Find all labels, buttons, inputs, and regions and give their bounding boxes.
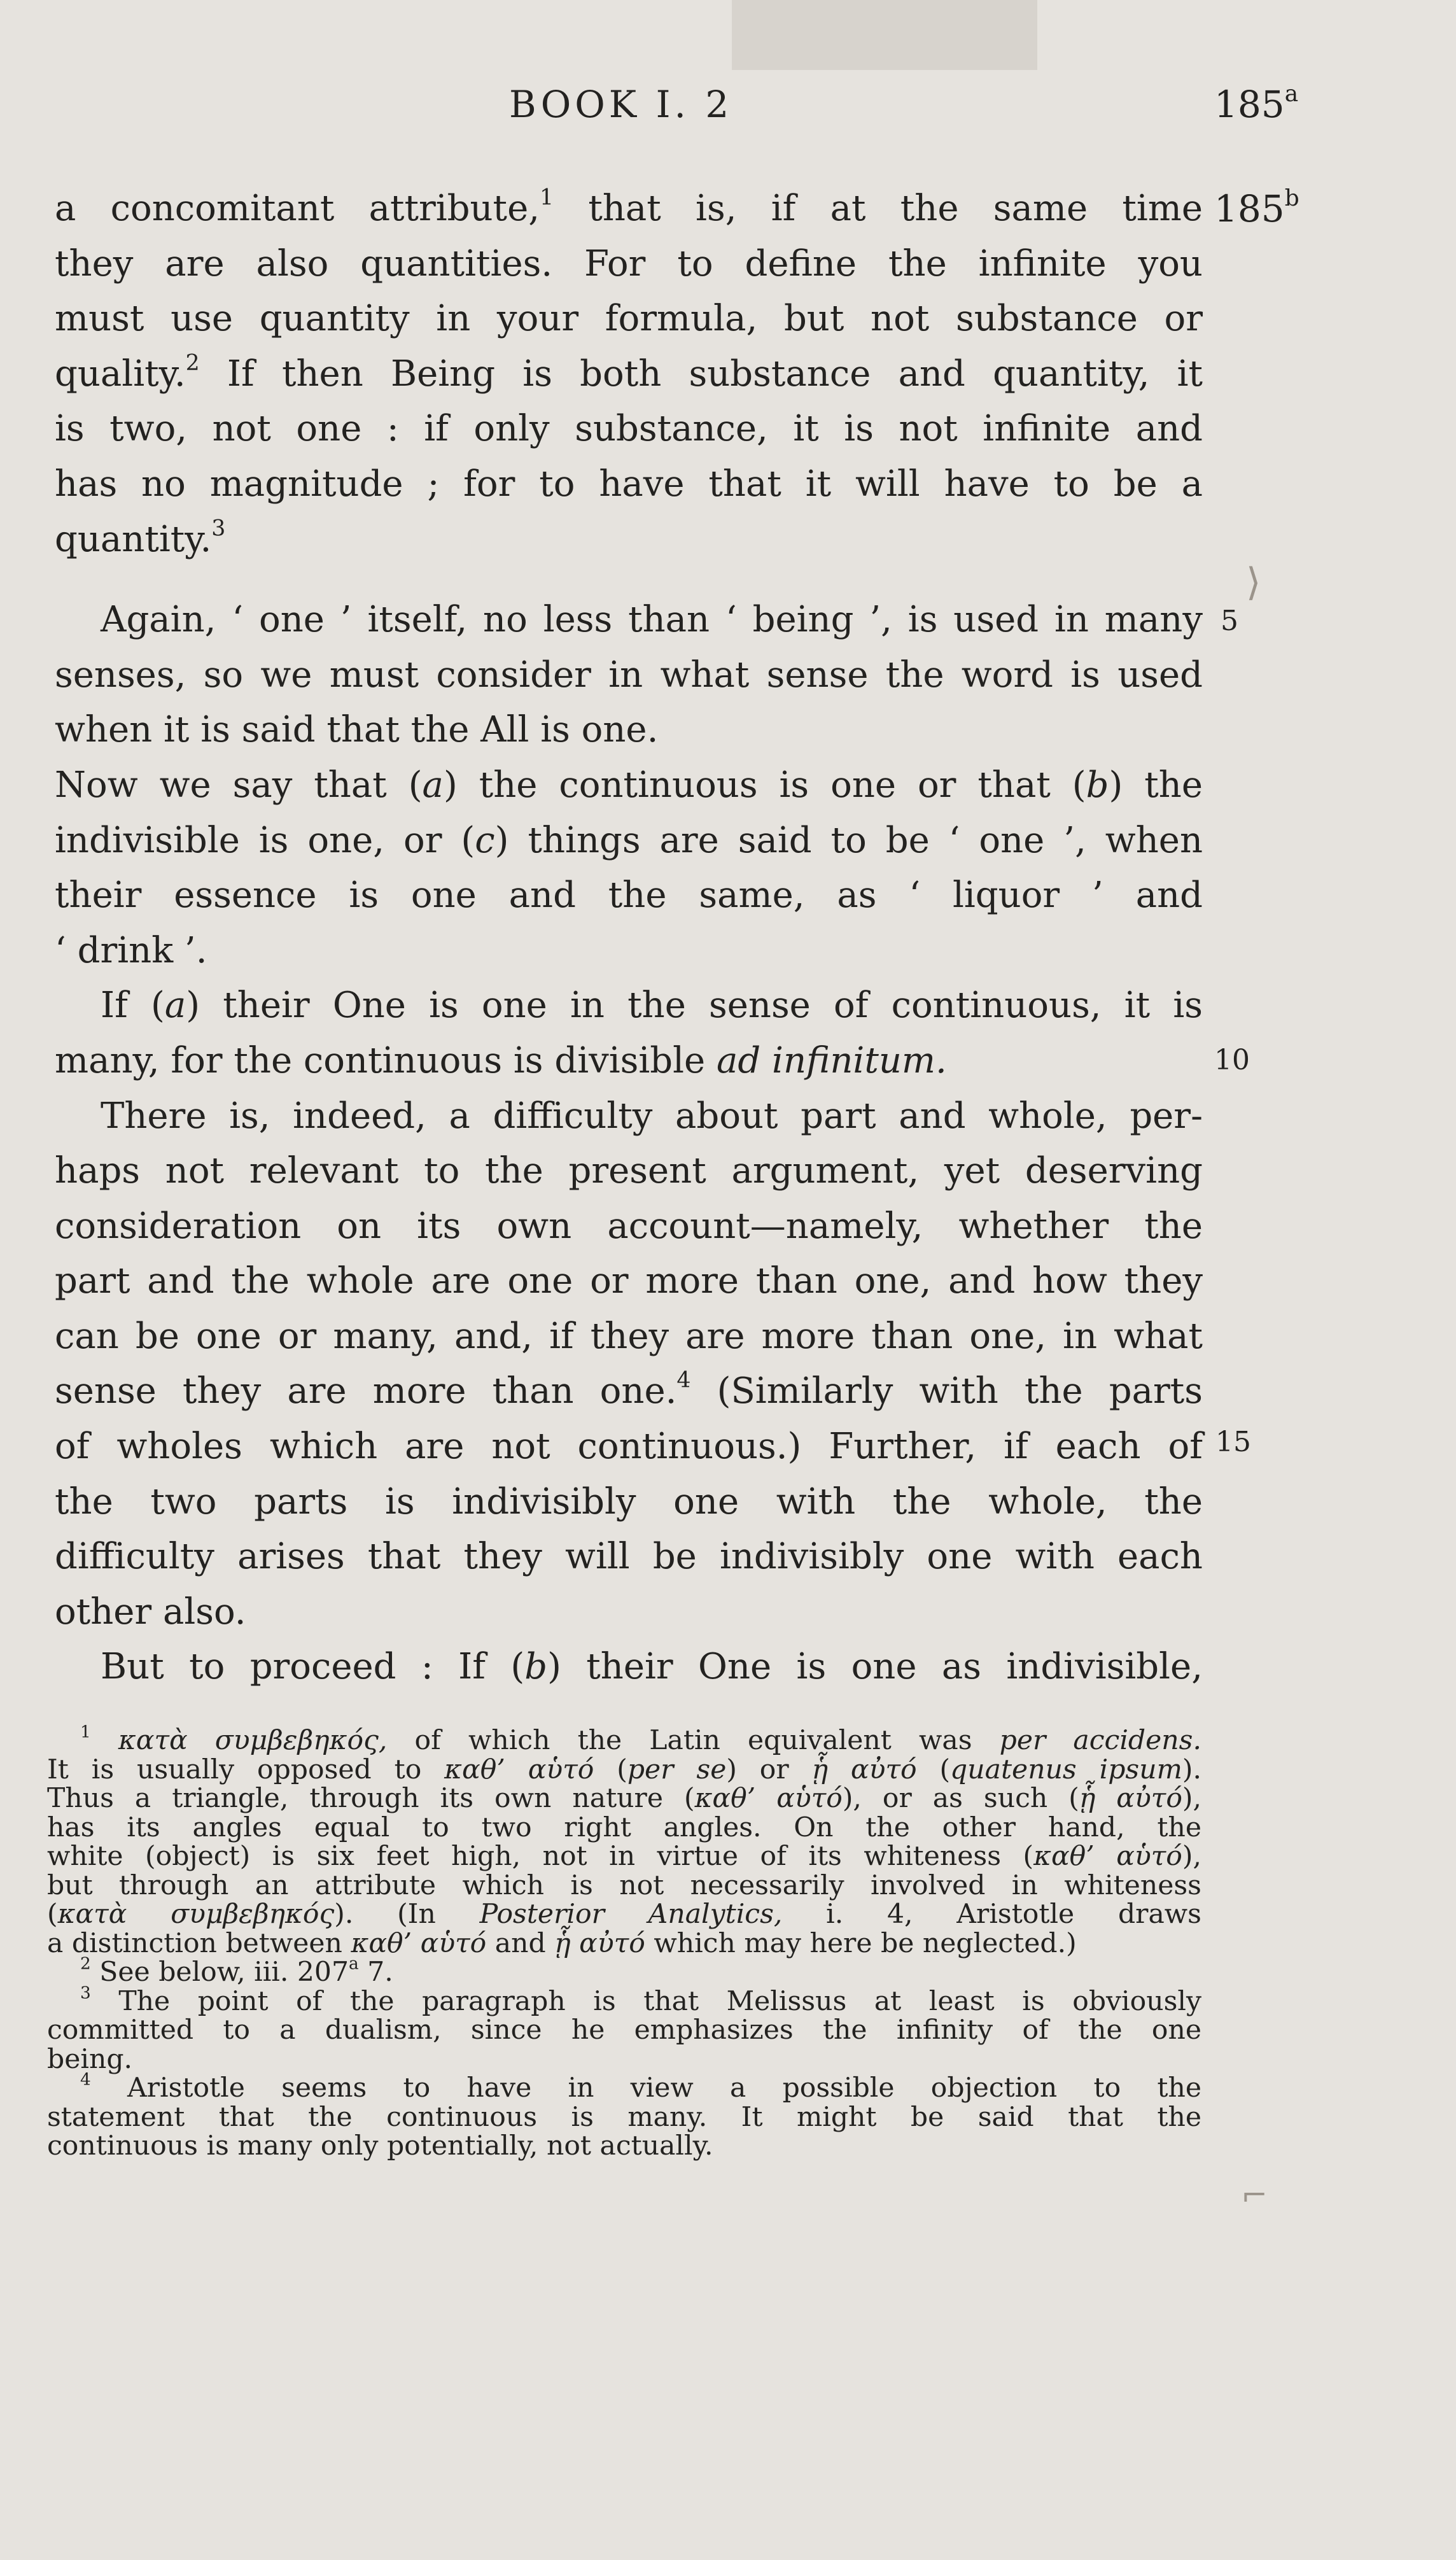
footnote-line: $^2$ See below, iii. 207$^a$ 7. [80,1954,393,1988]
text-line: But to proceed : If (b) their One is one as indivisible, [101,1646,1203,1688]
text-line: quality.$^2$ If then Being is both substance and quantity, it [55,350,1203,395]
footnote-line: a distinction between καθ’ αὑτό and ᾗ αὐτό which may here be neglected.) [47,1927,1077,1959]
text-line: the two parts is indivisibly one with the whole, the [55,1480,1203,1523]
page-reference [1214,80,1299,126]
main-text [55,181,1203,1695]
text-line: Now we say that (a) the continuous is one or that (b) the [55,764,1203,806]
footnote-line: has its angles equal to two right angles. On the other hand, the [47,1811,1201,1843]
text-line: has no magnitude ; for to have that it will have to be a [55,463,1203,505]
footnote-number: 4 [80,2070,91,2090]
footnotes [47,1722,1201,2162]
footnote-line: being. [47,2043,133,2075]
footnote-line: $^1$ κατὰ συμβεβηκός, of which the Latin equivalent was per accidens. [80,1722,1201,1756]
page-reference-number: 185 [1214,83,1285,126]
text-line: sense they are more than one.$^4$ (Similarly with the parts [55,1368,1203,1412]
footnote-line: committed to a dualism, since he emphasizes the infinity of the one [47,2015,1201,2046]
pencil-arrow-icon: ⌐ [1241,2177,1268,2214]
text-line: difficulty arises that they will be indivisibly one with each [55,1536,1203,1578]
text-line: Again, ‘ one ’ itself, no less than ‘ being ’, is used in many [101,599,1203,641]
page-tab-strip [732,0,1037,70]
text-line: quantity.$^3$ [55,516,226,560]
text-line: many, for the continuous is divisible ad infinitum. [55,1039,947,1081]
footnote-number: 1 [80,1722,91,1742]
footnote-line: continuous is many only potentially, not actually. [47,2130,713,2162]
bekker-reference [1214,181,1299,237]
bekker-column: b [1284,185,1299,211]
page-reference-column: a [1284,80,1299,107]
text-line: when it is said that the All is one. [55,709,659,751]
text-line: ‘ drink ’. [55,929,207,971]
text-line: is two, not one : if only substance, it is not infinite and [55,408,1203,450]
footnote-line: It is usually opposed to καθ’ αὑτό (per se) or ᾗ αὐτό (quatenus ipsum). [47,1754,1201,1785]
text-line: a concomitant attribute,$^1$ that is, if at the same time [55,185,1203,229]
footnote-number: 2 [80,1954,91,1974]
footnote-line: $^4$ Aristotle seems to have in view a possible objection to the [80,2070,1201,2104]
line-number-10: 10 [1214,1044,1250,1076]
text-line: If (a) their One is one in the sense of continuous, it is [101,985,1203,1027]
text-line: haps not relevant to the present argument, yet deserving [55,1150,1203,1192]
running-head [0,80,1456,153]
footnote-ref: 2 [185,350,200,376]
footnote-number: 3 [80,1983,91,2003]
footnote-ref: 3 [211,516,226,542]
bekker-number: 185 [1214,187,1285,230]
footnote-ref: 4 [676,1368,691,1394]
line-number-15: 15 [1215,1426,1251,1458]
line-number-5: 5 [1221,605,1238,637]
footnote-line: statement that the continuous is many. It might be said that the [47,2101,1201,2133]
footnote-line: $^3$ The point of the paragraph is that Melissus at least is obviously [80,1983,1201,2017]
text-line: part and the whole are one or more than one, and how they [55,1260,1203,1302]
pencil-mark-icon: ⟩ [1246,560,1261,605]
text-line: There is, indeed, a difficulty about part and whole, per- [101,1095,1203,1137]
running-head-title: BOOK I. 2 [509,83,733,126]
footnote-line: white (object) is six feet high, not in virtue of its whiteness (καθ’ αὑτό), [47,1841,1201,1872]
text-line: consideration on its own account—namely, whether the [55,1205,1203,1247]
footnote-line: (κατὰ συμβεβηκός). (In Posterior Analytics, i. 4, Aristotle draws [47,1899,1201,1930]
footnote-line: Thus a triangle, through its own nature (καθ’ αὑτό), or as such (ᾗ αὐτό), [47,1783,1201,1814]
footnote-ref: 1 [540,185,554,211]
text-line: other also. [55,1591,246,1633]
text-line: they are also quantities. For to define the infinite you [55,243,1203,285]
text-line: must use quantity in your formula, but not substance or [55,298,1203,340]
footnote-line: but through an attribute which is not necessarily involved in whiteness [47,1869,1201,1901]
text-line: can be one or many, and, if they are more than one, in what [55,1315,1203,1357]
text-line: their essence is one and the same, as ‘ liquor ’ and [55,875,1203,917]
text-line: of wholes which are not continuous.) Further, if each of [55,1426,1203,1468]
text-line: senses, so we must consider in what sense the word is used [55,654,1203,696]
text-line: indivisible is one, or (c) things are said to be ‘ one ’, when [55,819,1203,861]
